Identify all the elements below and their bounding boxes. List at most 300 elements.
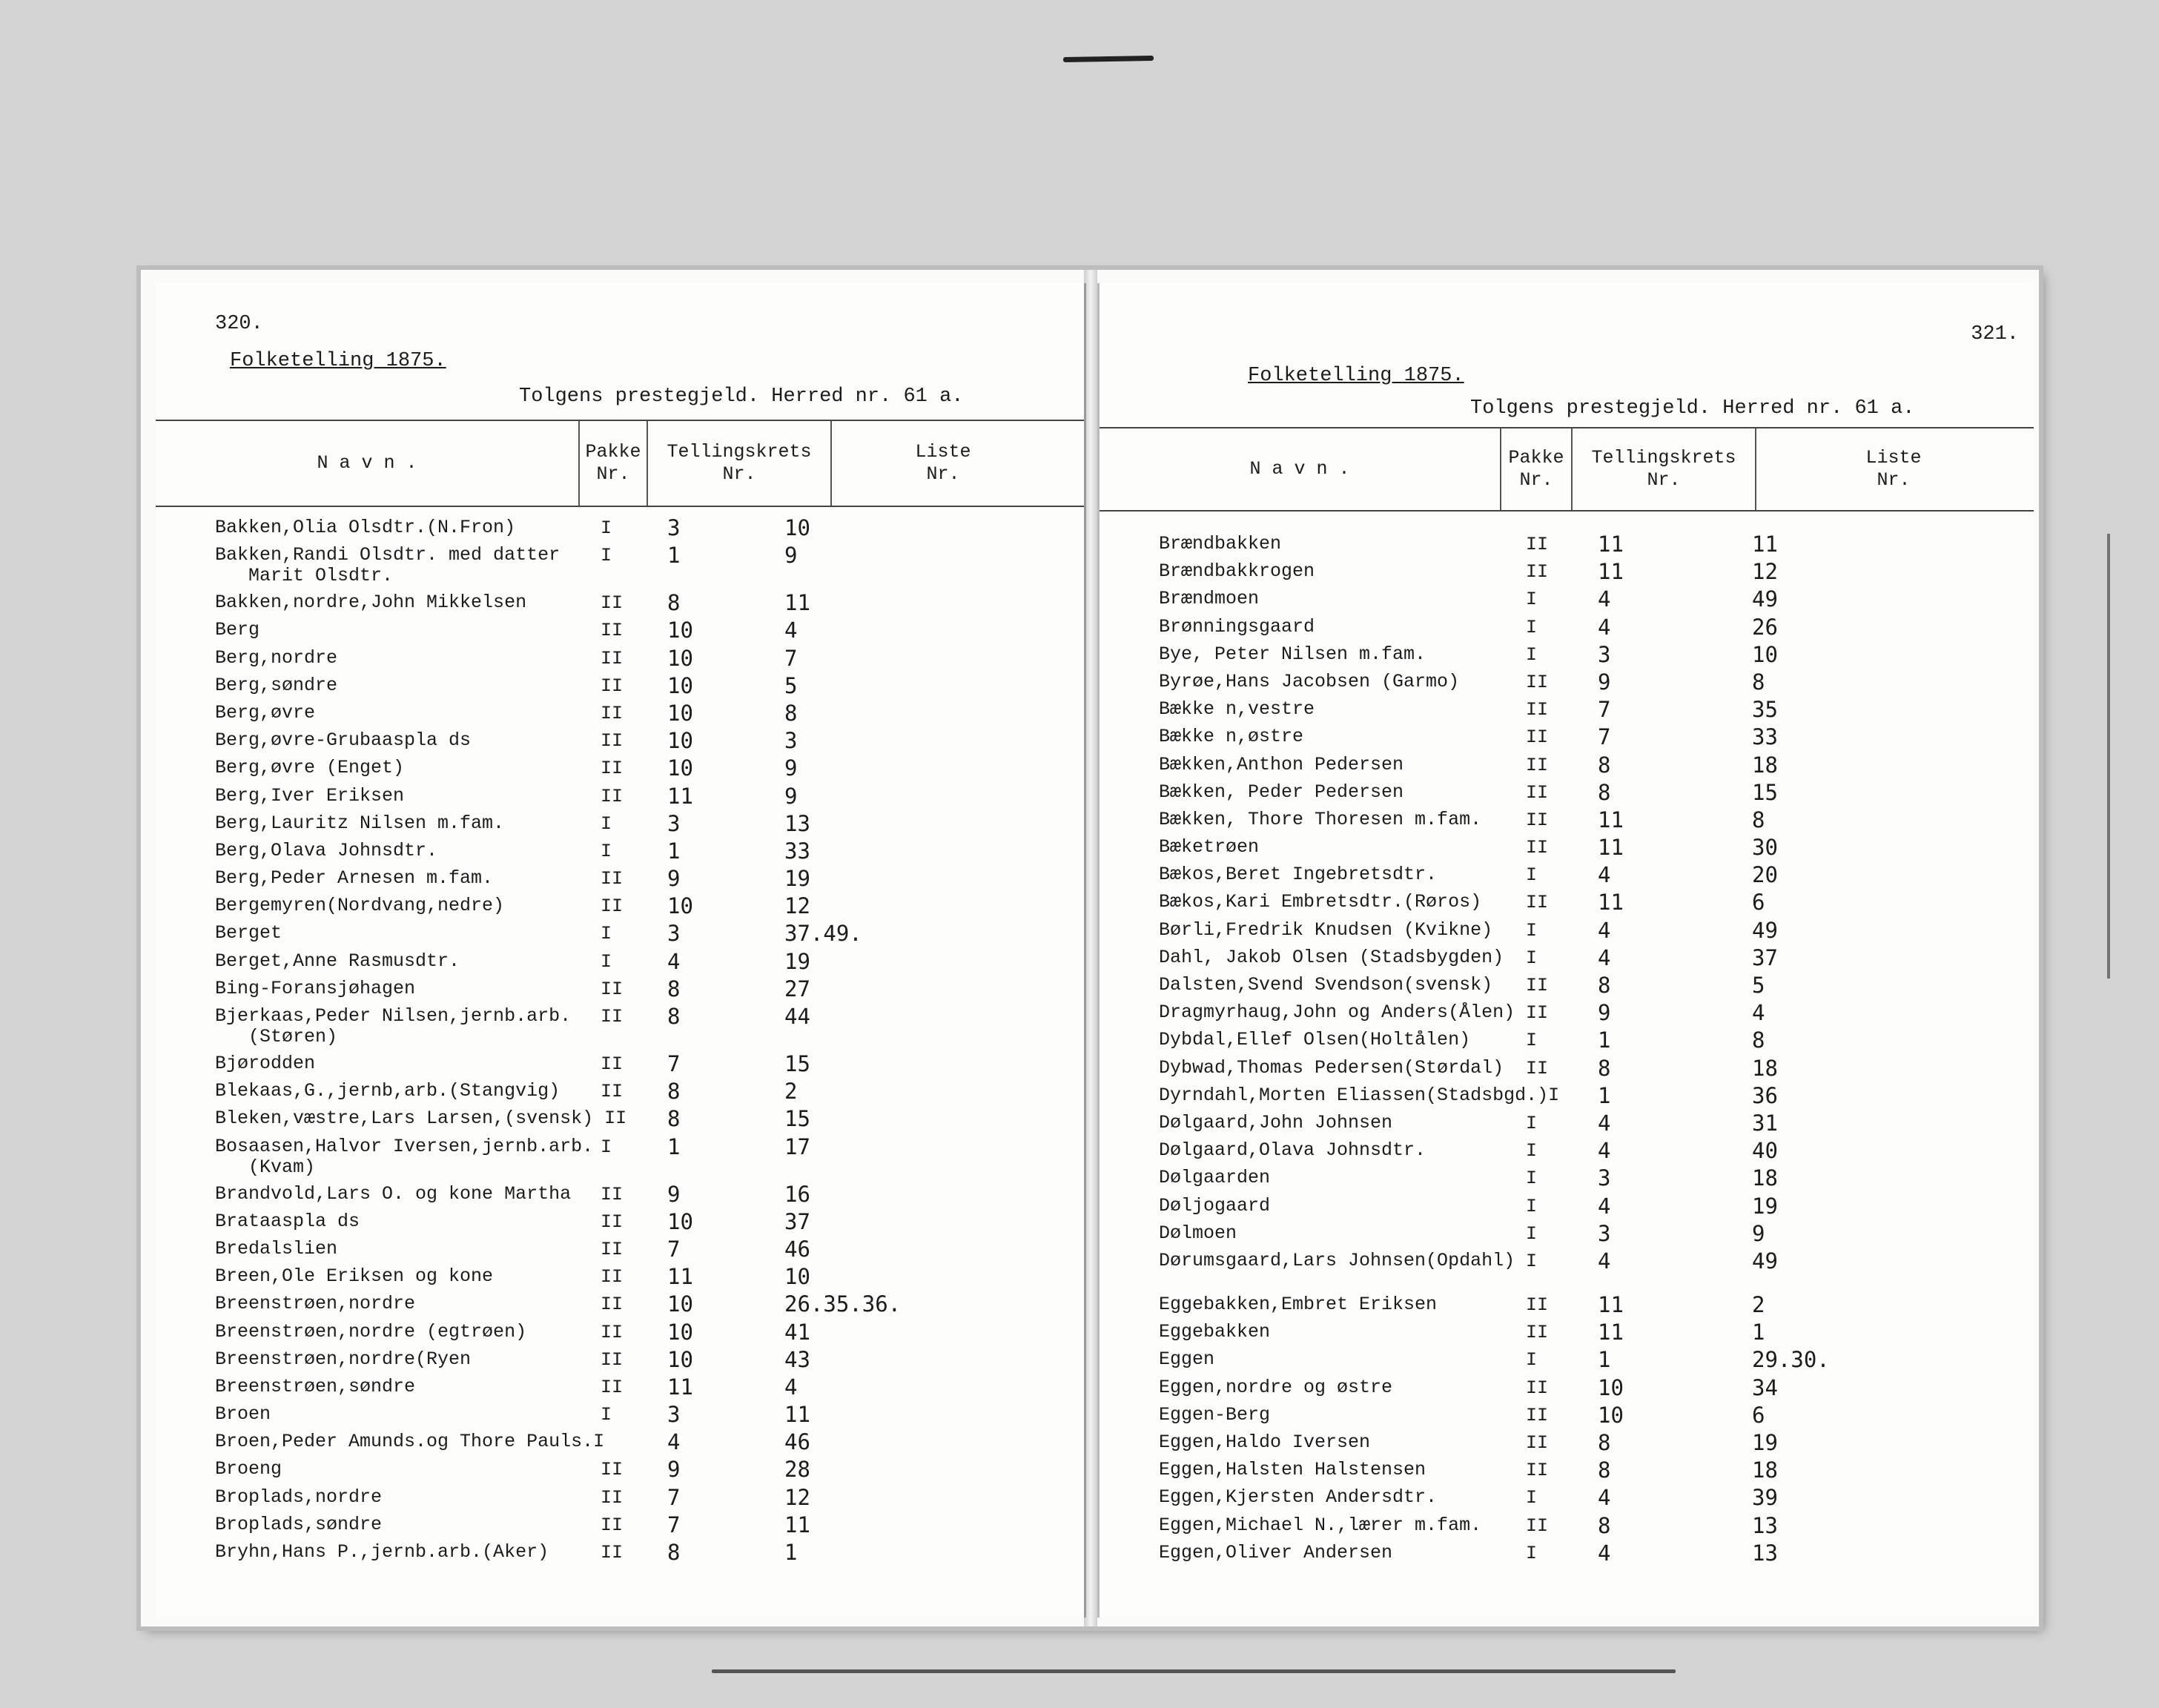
- liste-nr: 26.35.36.: [784, 1291, 902, 1317]
- entry-name: Bakken,Olia Olsdtr.(N.Fron): [215, 517, 516, 538]
- pakke-nr: II: [601, 1238, 624, 1260]
- table-row: [1100, 1220, 2034, 1248]
- tellingskrets-nr: 3: [1598, 1165, 1611, 1191]
- liste-nr: 15: [784, 1051, 810, 1076]
- pakke-nr: II: [601, 1321, 624, 1343]
- entry-name: Dybdal,Ellef Olsen(Holtålen): [1159, 1029, 1471, 1051]
- liste-nr: 8: [1752, 669, 1765, 695]
- tellingskrets-nr: 3: [667, 515, 681, 540]
- entry-name: Brændmoen: [1159, 588, 1260, 610]
- liste-nr: 11: [1752, 532, 1778, 557]
- pakke-nr: II: [601, 1294, 624, 1316]
- entry-name: Eggebakken,Embret Eriksen: [1159, 1294, 1438, 1316]
- liste-nr: 3: [784, 728, 798, 754]
- liste-nr: 15: [784, 1106, 810, 1132]
- liste-nr: 1: [1752, 1320, 1765, 1345]
- tellingskrets-nr: 1: [667, 1133, 681, 1159]
- pakke-nr: II: [1526, 754, 1549, 776]
- tellingskrets-nr: 11: [1598, 559, 1624, 585]
- liste-nr: 37: [784, 1208, 810, 1234]
- pakke-nr: II: [1526, 1515, 1549, 1537]
- tellingskrets-nr: 11: [1598, 1292, 1624, 1318]
- table-row: [156, 1291, 1084, 1318]
- liste-nr: 29.30.: [1752, 1347, 1830, 1373]
- pakke-nr: II: [1526, 837, 1549, 859]
- entry-name: Bæketrøen: [1159, 836, 1260, 858]
- table-row: [1100, 1082, 2034, 1110]
- pakke-nr: II: [1526, 781, 1549, 804]
- entry-name: Berget,Anne Rasmusdtr.: [215, 950, 460, 972]
- pakke-nr: II: [601, 868, 624, 890]
- entry-name: Bergemyren(Nordvang,nedre): [215, 895, 505, 917]
- tellingskrets-nr: 10: [667, 893, 693, 919]
- table-row: [156, 1263, 1084, 1291]
- liste-nr: 9: [784, 755, 798, 781]
- tellingskrets-nr: 7: [667, 1236, 681, 1262]
- table-header: [156, 420, 1084, 507]
- pakke-nr: I: [1526, 1140, 1538, 1162]
- tellingskrets-nr: 8: [1598, 973, 1611, 998]
- pakke-nr: I: [601, 840, 612, 862]
- pakke-nr: II: [1526, 1404, 1549, 1426]
- liste-nr: 12: [784, 893, 810, 919]
- liste-nr: 6: [1752, 1402, 1765, 1428]
- liste-nr: 49: [1752, 586, 1778, 612]
- entry-name: Brændbakkrogen: [1159, 560, 1315, 583]
- entry-name: Bækken, Thore Thoresen m.fam.: [1159, 808, 1482, 830]
- table-row: [1100, 614, 2034, 641]
- right-page: [1097, 283, 2034, 1618]
- tellingskrets-nr: 1: [667, 543, 681, 569]
- liste-nr: 11: [784, 1402, 810, 1428]
- header-liste: Liste Nr.: [915, 441, 971, 485]
- entry-name: Døljogaard: [1159, 1194, 1271, 1217]
- liste-nr: 18: [1752, 752, 1778, 778]
- liste-nr: 44: [784, 1004, 810, 1029]
- tellingskrets-nr: 1: [1598, 1027, 1611, 1053]
- table-row: [156, 1078, 1084, 1105]
- entry-name: Berg,øvre: [215, 701, 316, 724]
- tellingskrets-nr: 4: [1598, 1485, 1611, 1511]
- table-row: [1100, 807, 2034, 834]
- pakke-nr: II: [601, 1514, 624, 1536]
- table-row: [1100, 1137, 2034, 1165]
- liste-nr: 17: [784, 1133, 810, 1159]
- tellingskrets-nr: 11: [1598, 835, 1624, 861]
- tellingskrets-nr: 4: [1598, 614, 1611, 640]
- table-row: [1100, 1512, 2034, 1540]
- liste-nr: 49: [1752, 917, 1778, 943]
- tellingskrets-nr: 10: [667, 1319, 693, 1345]
- liste-nr: 8: [1752, 1027, 1765, 1053]
- liste-nr: 37.49.: [784, 921, 862, 947]
- entry-name: Brændbakken: [1159, 533, 1282, 555]
- entry-name: Brandvold,Lars O. og kone Martha: [215, 1182, 572, 1205]
- scan-mark-side: [2107, 534, 2110, 979]
- pakke-nr: II: [601, 1486, 624, 1509]
- liste-nr: 35: [1752, 697, 1778, 723]
- entry-name: Bosaasen,Halvor Iversen,jernb.arb. (Kvam): [215, 1135, 594, 1178]
- tellingskrets-nr: 11: [1598, 532, 1624, 557]
- table-row: [156, 755, 1084, 782]
- liste-nr: 15: [1752, 779, 1778, 805]
- tellingskrets-nr: 8: [667, 976, 681, 1002]
- liste-nr: 40: [1752, 1138, 1778, 1164]
- entry-name: Bakken,Randi Olsdtr. med datter Marit Olsdtr.: [215, 544, 561, 587]
- tellingskrets-nr: 7: [1598, 697, 1611, 723]
- entry-name: Berg,øvre-Grubaaspla ds: [215, 729, 472, 752]
- entry-name: Breen,Ole Eriksen og kone: [215, 1265, 494, 1288]
- tellingskrets-nr: 8: [667, 1079, 681, 1105]
- tellingskrets-nr: 10: [1598, 1402, 1624, 1428]
- pakke-nr: I: [601, 1136, 612, 1158]
- table-row: [156, 645, 1084, 672]
- pakke-nr: I: [601, 812, 612, 835]
- table-row: [1100, 586, 2034, 613]
- entry-name: Dalsten,Svend Svendson(svensk): [1159, 974, 1493, 996]
- pakke-nr: II: [601, 1053, 624, 1075]
- pakke-nr: II: [1526, 1002, 1549, 1025]
- entry-name: Bækos,Beret Ingebretsdtr.: [1159, 864, 1438, 886]
- scan-mark-bottom: [712, 1669, 1676, 1673]
- liste-nr: 11: [784, 590, 810, 616]
- pakke-nr: I: [1526, 1542, 1538, 1564]
- tellingskrets-nr: 10: [667, 755, 693, 781]
- table-row: [156, 1319, 1084, 1346]
- liste-nr: 6: [1752, 890, 1765, 916]
- pakke-nr: I: [1526, 643, 1538, 666]
- table-row: [156, 700, 1084, 727]
- pakke-nr: II: [601, 1542, 624, 1563]
- pakke-nr: II: [1526, 561, 1549, 583]
- liste-nr: 5: [784, 672, 798, 698]
- liste-nr: 10: [1752, 641, 1778, 667]
- table-row: [1100, 779, 2034, 807]
- pakke-nr: I: [1526, 616, 1538, 638]
- entry-name: Berg,søndre: [215, 674, 338, 696]
- table-row: [156, 1512, 1084, 1539]
- entry-name: Berg,Peder Arnesen m.fam.: [215, 867, 494, 890]
- entry-name: Eggen,nordre og østre: [1159, 1376, 1393, 1398]
- entry-name: Dørumsgaard,Lars Johnsen(Opdahl): [1159, 1249, 1515, 1271]
- table-row: [156, 1374, 1084, 1401]
- census-title: Folketelling 1875.: [230, 350, 446, 372]
- pakke-nr: II: [1526, 1432, 1549, 1454]
- table-row: [156, 810, 1084, 838]
- liste-nr: 2: [1752, 1292, 1765, 1318]
- header-name: N a v n .: [1249, 458, 1350, 480]
- entry-name: Broen: [215, 1403, 271, 1426]
- scan-mark-top: [1063, 56, 1154, 62]
- entry-name: Breenstrøen,søndre: [215, 1375, 416, 1397]
- liste-nr: 18: [1752, 1055, 1778, 1081]
- tellingskrets-nr: 4: [1598, 1138, 1611, 1164]
- left-page: [156, 283, 1086, 1618]
- table-row: [156, 838, 1084, 865]
- table-row: [1100, 1027, 2034, 1054]
- tellingskrets-nr: 7: [1598, 724, 1611, 750]
- tellingskrets-nr: 8: [667, 590, 681, 616]
- entry-name: Bække n,vestre: [1159, 698, 1315, 721]
- liste-nr: 9: [784, 783, 798, 809]
- liste-nr: 9: [784, 543, 798, 569]
- entry-name: Berget: [215, 922, 282, 944]
- table-row: [156, 920, 1084, 947]
- liste-nr: 19: [784, 866, 810, 892]
- header-pakke: Pakke Nr.: [1508, 447, 1564, 491]
- table-row: [156, 976, 1084, 1003]
- page-number: 320.: [215, 313, 263, 335]
- entry-name: Broplads,nordre: [215, 1486, 383, 1508]
- liste-nr: 36: [1752, 1082, 1778, 1108]
- table-row: [1100, 1540, 2034, 1567]
- table-row: [1100, 861, 2034, 889]
- liste-nr: 5: [1752, 973, 1765, 998]
- entry-name: Dølmoen: [1159, 1222, 1237, 1244]
- pakke-nr: II: [1526, 1460, 1549, 1482]
- table-row: [156, 1539, 1084, 1566]
- tellingskrets-nr: 3: [1598, 641, 1611, 667]
- pakke-nr: I: [601, 545, 612, 567]
- tellingskrets-nr: 9: [1598, 669, 1611, 695]
- tellingskrets-nr: 9: [1598, 1000, 1611, 1026]
- table-row: [156, 1484, 1084, 1512]
- liste-nr: 13: [784, 810, 810, 836]
- tellingskrets-nr: 11: [667, 1264, 693, 1290]
- tellingskrets-nr: 8: [1598, 1430, 1611, 1455]
- pakke-nr: I: [1526, 1250, 1538, 1272]
- table-row: [1100, 1193, 2034, 1220]
- tellingskrets-nr: 7: [667, 1051, 681, 1076]
- tellingskrets-nr: 11: [1598, 807, 1624, 833]
- tellingskrets-nr: 1: [667, 838, 681, 864]
- entry-name: Eggen,Halsten Halstensen: [1159, 1459, 1426, 1481]
- pakke-nr: II: [1526, 892, 1549, 914]
- entry-name: Dyrndahl,Morten Eliassen(Stadsbgd.)I: [1159, 1084, 1560, 1106]
- liste-nr: 39: [1752, 1485, 1778, 1511]
- table-row: [156, 1401, 1084, 1429]
- liste-nr: 37: [1752, 944, 1778, 970]
- liste-nr: 10: [784, 515, 810, 540]
- liste-nr: 13: [1752, 1540, 1778, 1566]
- tellingskrets-nr: 3: [667, 810, 681, 836]
- entry-name: Brønningsgaard: [1159, 615, 1315, 638]
- table-row: [156, 1003, 1084, 1050]
- table-row: [1100, 1110, 2034, 1137]
- entry-name: Broplads,søndre: [215, 1513, 383, 1535]
- table-row: [1100, 1346, 2034, 1374]
- tellingskrets-nr: 3: [667, 1402, 681, 1428]
- parish-heading: Tolgens prestegjeld. Herred nr. 61 a.: [1470, 397, 1915, 420]
- tellingskrets-nr: 4: [1598, 1110, 1611, 1136]
- entry-name: Dølgaard,Olava Johnsdtr.: [1159, 1139, 1426, 1162]
- pakke-nr: I: [1526, 1222, 1538, 1245]
- tellingskrets-nr: 3: [1598, 1220, 1611, 1246]
- table-row: [1100, 1429, 2034, 1457]
- table-row: [1100, 669, 2034, 696]
- liste-nr: 46: [784, 1236, 810, 1262]
- liste-nr: 18: [1752, 1457, 1778, 1483]
- liste-nr: 30: [1752, 835, 1778, 861]
- liste-nr: 20: [1752, 862, 1778, 888]
- table-row: [156, 514, 1084, 542]
- pakke-nr: II: [601, 1183, 624, 1205]
- page-number: 321.: [1971, 323, 2019, 345]
- entry-name: Berg,nordre: [215, 646, 338, 669]
- tellingskrets-nr: 10: [667, 700, 693, 726]
- tellingskrets-nr: 10: [1598, 1374, 1624, 1400]
- table-row: [1100, 1055, 2034, 1082]
- table-row: [156, 589, 1084, 617]
- pakke-nr: II: [1526, 1057, 1549, 1079]
- pakke-nr: I: [1526, 1030, 1538, 1052]
- tellingskrets-nr: 1: [1598, 1347, 1611, 1373]
- parish-heading: Tolgens prestegjeld. Herred nr. 61 a.: [519, 385, 964, 408]
- entry-name: Eggen-Berg: [1159, 1403, 1271, 1426]
- entry-name: Blekaas,G.,jernb,arb.(Stangvig): [215, 1080, 561, 1102]
- liste-nr: 28: [784, 1457, 810, 1483]
- pakke-nr: II: [601, 1376, 624, 1398]
- entry-name: Bækken, Peder Pedersen: [1159, 781, 1404, 803]
- entry-name: Eggen,Michael N.,lærer m.fam.: [1159, 1514, 1482, 1536]
- pakke-nr: II: [601, 702, 624, 724]
- pakke-nr: II: [1526, 699, 1549, 721]
- table-row: [1100, 1374, 2034, 1402]
- tellingskrets-nr: 8: [667, 1540, 681, 1565]
- pakke-nr: I: [1526, 1112, 1538, 1134]
- tellingskrets-nr: 4: [1598, 1248, 1611, 1274]
- table-row: [156, 1346, 1084, 1374]
- entry-name: Dragmyrhaug,John og Anders(Ålen): [1159, 1002, 1515, 1024]
- liste-nr: 12: [784, 1484, 810, 1510]
- liste-nr: 4: [784, 618, 798, 643]
- pakke-nr: I: [1526, 1195, 1538, 1217]
- liste-nr: 10: [784, 1264, 810, 1290]
- table-row: [1100, 834, 2034, 861]
- table-row: [1100, 558, 2034, 586]
- entry-name: Breenstrøen,nordre(Ryen: [215, 1348, 472, 1370]
- liste-nr: 49: [1752, 1248, 1778, 1274]
- liste-nr: 27: [784, 976, 810, 1002]
- table-row: [1100, 1319, 2034, 1346]
- table-row: [1100, 1291, 2034, 1319]
- pakke-nr: I: [1526, 1487, 1538, 1509]
- pakke-nr: I: [601, 923, 612, 945]
- pakke-nr: I: [1526, 1168, 1538, 1190]
- table-row: [156, 727, 1084, 755]
- pakke-nr: II: [601, 675, 624, 697]
- liste-nr: 33: [1752, 724, 1778, 750]
- pakke-nr: II: [601, 1266, 624, 1288]
- liste-nr: 34: [1752, 1374, 1778, 1400]
- liste-nr: 19: [1752, 1193, 1778, 1219]
- tellingskrets-nr: 11: [667, 1374, 693, 1400]
- liste-nr: 8: [784, 700, 798, 726]
- liste-nr: 41: [784, 1319, 810, 1345]
- entry-name: Breenstrøen,nordre: [215, 1293, 416, 1315]
- table-row: [1100, 531, 2034, 558]
- pakke-nr: I: [1526, 919, 1538, 941]
- header-tellingskrets: Tellingskrets Nr.: [667, 441, 812, 485]
- pakke-nr: II: [1526, 1377, 1549, 1399]
- entry-name: Dahl, Jakob Olsen (Stadsbygden): [1159, 946, 1504, 968]
- table-row: [1100, 1457, 2034, 1484]
- table-row: [1100, 917, 2034, 944]
- entry-name: Eggebakken: [1159, 1321, 1271, 1343]
- pakke-nr: I: [601, 517, 612, 539]
- table-row: [156, 893, 1084, 920]
- open-ledger: [141, 270, 2039, 1626]
- tellingskrets-nr: 8: [1598, 779, 1611, 805]
- tellingskrets-nr: 8: [667, 1106, 681, 1132]
- pakke-nr: II: [1526, 809, 1549, 831]
- liste-nr: 1: [784, 1540, 798, 1565]
- tellingskrets-nr: 7: [667, 1512, 681, 1537]
- table-row: [1100, 752, 2034, 779]
- tellingskrets-nr: 10: [667, 1208, 693, 1234]
- table-row: [1100, 999, 2034, 1027]
- table-row: [1100, 1165, 2034, 1192]
- pakke-nr: II: [601, 1211, 624, 1233]
- table-row: [1100, 1402, 2034, 1429]
- pakke-nr: I: [1526, 1349, 1538, 1371]
- table-row: [156, 672, 1084, 700]
- tellingskrets-nr: 8: [1598, 1055, 1611, 1081]
- header-name: N a v n .: [317, 452, 417, 474]
- tellingskrets-nr: 4: [1598, 917, 1611, 943]
- header-liste: Liste Nr.: [1865, 447, 1922, 491]
- tellingskrets-nr: 4: [1598, 862, 1611, 888]
- entry-name: Brataaspla ds: [215, 1210, 360, 1232]
- table-row: [156, 1181, 1084, 1208]
- pakke-nr: II: [601, 978, 624, 1000]
- pakke-nr: II: [601, 620, 624, 642]
- entry-name: Eggen: [1159, 1348, 1215, 1371]
- entry-name: Berg,Olava Johnsdtr.: [215, 839, 438, 861]
- liste-nr: 26: [1752, 614, 1778, 640]
- liste-nr: 2: [784, 1079, 798, 1105]
- tellingskrets-nr: 9: [667, 1457, 681, 1483]
- table-row: [156, 1236, 1084, 1263]
- pakke-nr: II: [601, 647, 624, 669]
- liste-nr: 13: [1752, 1512, 1778, 1538]
- liste-nr: 16: [784, 1181, 810, 1207]
- table-row: [156, 617, 1084, 644]
- tellingskrets-nr: 8: [1598, 752, 1611, 778]
- tellingskrets-nr: 10: [667, 728, 693, 754]
- liste-nr: 18: [1752, 1165, 1778, 1191]
- table-body: [156, 514, 1084, 1566]
- table-header: [1100, 427, 2034, 512]
- liste-nr: 46: [784, 1429, 810, 1455]
- tellingskrets-nr: 8: [667, 1004, 681, 1029]
- census-title: Folketelling 1875.: [1248, 365, 1464, 387]
- liste-nr: 9: [1752, 1220, 1765, 1246]
- tellingskrets-nr: 11: [667, 783, 693, 809]
- pakke-nr: II: [601, 1348, 624, 1371]
- entry-name: Bækken,Anthon Pedersen: [1159, 753, 1404, 775]
- liste-nr: 43: [784, 1346, 810, 1372]
- liste-nr: 4: [1752, 1000, 1765, 1026]
- entry-name: Bækos,Kari Embretsdtr.(Røros): [1159, 891, 1482, 913]
- tellingskrets-nr: 10: [667, 672, 693, 698]
- pakke-nr: II: [1526, 534, 1549, 555]
- table-row: [156, 1456, 1084, 1483]
- pakke-nr: II: [1526, 1322, 1549, 1344]
- entry-name: Bakken,nordre,John Mikkelsen: [215, 592, 527, 614]
- table-row: [156, 1133, 1084, 1181]
- tellingskrets-nr: 4: [667, 948, 681, 974]
